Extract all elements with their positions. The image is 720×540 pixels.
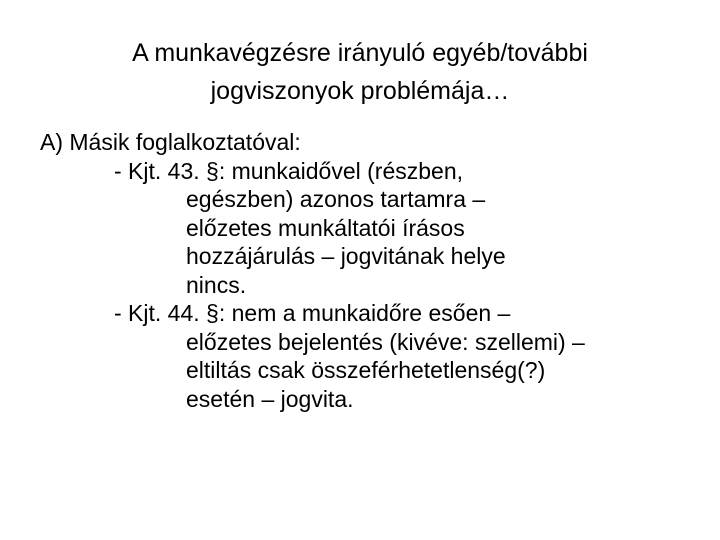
item-line: nincs.: [186, 271, 247, 298]
title-line-2: jogviszonyok problémája…: [210, 77, 510, 105]
title-line-1: A munkavégzésre irányuló egyéb/további: [132, 39, 588, 67]
item-line: - Kjt. 43. §: munkaidővel (részben,: [114, 157, 463, 184]
section-heading: A) Másik foglalkoztatóval:: [40, 129, 301, 155]
list-item-kjt-43: [40, 157, 700, 300]
list-item-kjt-44: [40, 299, 700, 413]
item-line: egészben) azonos tartamra –: [186, 186, 486, 212]
slide-title: [40, 34, 680, 110]
item-line: előzetes bejelentés (kivéve: szellemi) –: [186, 328, 585, 355]
item-line: eltiltás csak összeférhetetlenség(?): [186, 357, 546, 383]
item-line: előzetes munkáltatói írásos: [186, 214, 465, 241]
item-line: - Kjt. 44. §: nem a munkaidőre esően –: [114, 300, 511, 326]
slide-body: [40, 128, 700, 413]
item-line: esetén – jogvita.: [186, 385, 354, 412]
item-line: hozzájárulás – jogvitának helye: [186, 243, 506, 269]
